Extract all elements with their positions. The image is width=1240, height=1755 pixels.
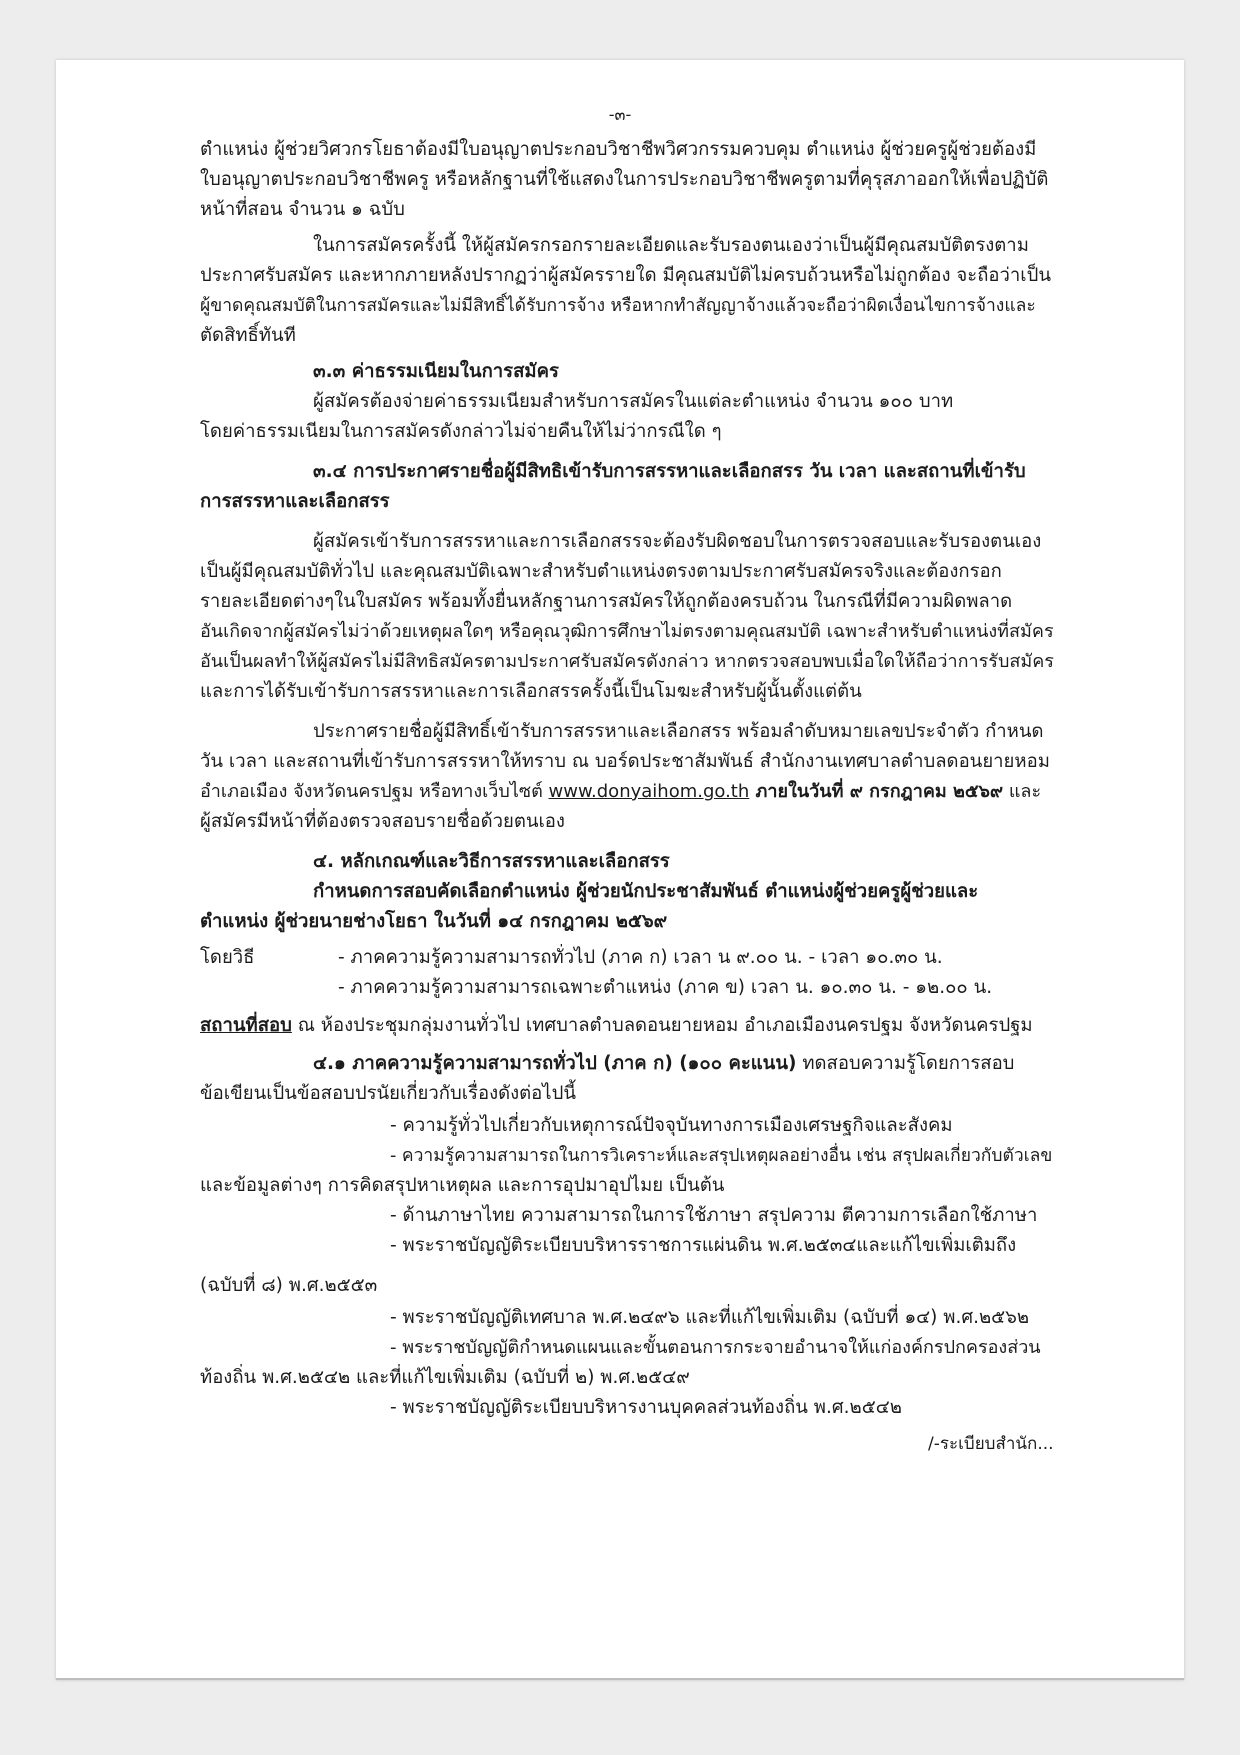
text-line: หน้าที่สอน จำนวน ๑ ฉบับ	[200, 199, 405, 220]
list-item-cont: ท้องถิ่น พ.ศ.๒๕๔๒ และที่แก้ไขเพิ่มเติม (ฉบับที่ ๒) พ.ศ.๒๕๔๙	[200, 1367, 690, 1388]
method-label: โดยวิธี	[200, 947, 255, 968]
website-link[interactable]: www.donyaihom.go.th	[548, 781, 750, 802]
page-number: -๓-	[608, 105, 632, 124]
list-item: - พระราชบัญญัติเทศบาล พ.ศ.๒๔๙๖ และที่แก้ไขเพิ่มเติม (ฉบับที่ ๑๔) พ.ศ.๒๕๖๒	[390, 1307, 1030, 1328]
document-body	[56, 60, 1184, 1680]
section-heading: ๓.๓ ค่าธรรมเนียมในการสมัคร	[313, 361, 559, 382]
section-heading: ๔. หลักเกณฑ์และวิธีการสรรหาและเลือกสรร	[313, 851, 670, 872]
text-line: ประกาศรายชื่อผู้มีสิทธิ์เข้ารับการสรรหาและเลือกสรร พร้อมลำดับหมายเลขประจำตัว กำหนด	[313, 721, 1044, 742]
text-line: กำหนดการสอบคัดเลือกตำแหน่ง ผู้ช่วยนักประชาสัมพันธ์ ตำแหน่งผู้ช่วยครูผู้ช่วยและ	[313, 881, 979, 902]
text-line: และการได้รับเข้ารับการสรรหาและการเลือกสรรครั้งนี้เป็นโมฆะสำหรับผู้นั้นตั้งแต่ต้น	[200, 681, 862, 702]
venue-text: ณ ห้องประชุมกลุ่มงานทั่วไป เทศบาลตำบลดอนยายหอม อำเภอเมืองนครปฐม จังหวัดนครปฐม	[291, 1015, 1033, 1036]
text-line: - ภาคความรู้ความสามารถเฉพาะตำแหน่ง (ภาค ข) เวลา น. ๑๐.๓๐ น. - ๑๒.๐๐ น.	[338, 977, 993, 998]
text-line: ตำแหน่ง ผู้ช่วยนายช่างโยธา ในวันที่ ๑๔ กรกฎาคม ๒๕๖๙	[200, 911, 668, 932]
list-item-cont: (ฉบับที่ ๘) พ.ศ.๒๕๕๓	[200, 1275, 378, 1296]
text-line: โดยค่าธรรมเนียมในการสมัครดังกล่าวไม่จ่ายคืนให้ไม่ว่ากรณีใด ๆ	[200, 421, 722, 442]
text-line: ตำแหน่ง ผู้ช่วยวิศวกรโยธาต้องมีใบอนุญาตประกอบวิชาชีพวิศวกรรมควบคุม ตำแหน่ง ผู้ช่วยครูผู้ช่วยต้องมี	[200, 139, 1037, 160]
text-line: ตัดสิทธิ์ทันที	[200, 325, 296, 346]
list-item-cont: และข้อมูลต่างๆ การคิดสรุปหาเหตุผล และการอุปมาอุปไมย เป็นต้น	[200, 1175, 725, 1196]
text-line: ผู้สมัครมีหน้าที่ต้องตรวจสอบรายชื่อด้วยตนเอง	[200, 811, 565, 832]
announce-date: ภายในวันที่ ๙ กรกฎาคม ๒๕๖๙	[749, 781, 1004, 802]
text-line: - ภาคความรู้ความสามารถทั่วไป (ภาค ก) เวลา น ๙.๐๐ น. - เวลา ๑๐.๓๐ น.	[338, 947, 943, 968]
page-bottom-rule	[56, 1678, 1184, 1680]
document-page	[56, 60, 1184, 1680]
text-line: อันเกิดจากผู้สมัครไม่ว่าด้วยเหตุผลใดๆ หรือคุณวุฒิการศึกษาไม่ตรงตามคุณสมบัติ เฉพาะสำหรับตำแหน่งที่สมัคร	[200, 621, 1054, 642]
section-heading-cont: การสรรหาและเลือกสรร	[200, 491, 390, 512]
text-line: อันเป็นผลทำให้ผู้สมัครไม่มีสิทธิสมัครตามประกาศรับสมัครดังกล่าว หากตรวจสอบพบเมื่อใดให้ถือว่าการรับสมัคร	[200, 651, 1054, 672]
text-line: ในการสมัครครั้งนี้ ให้ผู้สมัครกรอกรายละเอียดและรับรองตนเองว่าเป็นผู้มีคุณสมบัติตรงตาม	[313, 235, 1029, 256]
continuation-note: /-ระเบียบสำนัก...	[928, 1434, 1054, 1454]
list-item: - ความรู้ความสามารถในการวิเคราะห์และสรุปเหตุผลอย่างอื่น เช่น สรุปผลเกี่ยวกับตัวเลข	[390, 1146, 1053, 1166]
text-segment: อำเภอเมือง จังหวัดนครปฐม หรือทางเว็บไซต์	[200, 781, 549, 802]
venue-label: สถานที่สอบ	[200, 1015, 292, 1036]
section-heading: ๔.๑ ภาคความรู้ความสามารถทั่วไป (ภาค ก) (๑๐๐ คะแนน)	[313, 1053, 797, 1074]
text-line: วัน เวลา และสถานที่เข้ารับการสรรหาให้ทราบ ณ บอร์ดประชาสัมพันธ์ สำนักงานเทศบาลตำบลดอนยายหอม	[200, 751, 1050, 772]
text-line: ผู้สมัครเข้ารับการสรรหาและการเลือกสรรจะต้องรับผิดชอบในการตรวจสอบและรับรองตนเอง	[313, 531, 1042, 552]
text-segment: และ	[1003, 781, 1042, 802]
list-item: - พระราชบัญญัติระเบียบบริหารงานบุคคลส่วนท้องถิ่น พ.ศ.๒๕๔๒	[390, 1397, 902, 1418]
text-line: รายละเอียดต่างๆในใบสมัคร พร้อมทั้งยื่นหลักฐานการสมัครให้ถูกต้องครบถ้วน ในกรณีที่มีความผิดพลาด	[200, 591, 1013, 612]
text-line	[313, 1050, 1014, 1078]
list-item: - พระราชบัญญัติระเบียบบริหารราชการแผ่นดิน พ.ศ.๒๕๓๔และแก้ไขเพิ่มเติมถึง	[390, 1235, 1017, 1256]
text-line: ข้อเขียนเป็นข้อสอบปรนัยเกี่ยวกับเรื่องดังต่อไปนี้	[200, 1083, 576, 1104]
text-line: ประกาศรับสมัคร และหากภายหลังปรากฏว่าผู้สมัครรายใด มีคุณสมบัติไม่ครบถ้วนหรือไม่ถูกต้อง จะถือว่าเป็น	[200, 265, 1051, 286]
list-item: - ด้านภาษาไทย ความสามารถในการใช้ภาษา สรุปความ ตีความการเลือกใช้ภาษา	[390, 1205, 1038, 1226]
text-line: ผู้ขาดคุณสมบัติในการสมัครและไม่มีสิทธิ์ได้รับการจ้าง หรือหากทำสัญญาจ้างแล้วจะถือว่าผิดเงื่อนไขการจ้างและ	[200, 296, 1036, 316]
text-segment: ทดสอบความรู้โดยการสอบ	[796, 1053, 1015, 1074]
list-item: - พระราชบัญญัติกำหนดแผนและขั้นตอนการกระจายอำนาจให้แก่องค์กรปกครองส่วน	[390, 1337, 1041, 1358]
text-line: เป็นผู้มีคุณสมบัติทั่วไป และคุณสมบัติเฉพาะสำหรับตำแหน่งตรงตามประกาศรับสมัครจริงและต้องกรอก	[200, 561, 1002, 582]
text-line: ใบอนุญาตประกอบวิชาชีพครู หรือหลักฐานที่ใช้แสดงในการประกอบวิชาชีพครูตามที่คุรุสภาออกให้เพื่อปฏิบัติ	[200, 169, 1049, 190]
list-item: - ความรู้ทั่วไปเกี่ยวกับเหตุการณ์ปัจจุบันทางการเมืองเศรษฐกิจและสังคม	[390, 1115, 953, 1136]
text-line	[200, 778, 1041, 806]
text-line	[200, 1012, 1033, 1040]
text-line: ผู้สมัครต้องจ่ายค่าธรรมเนียมสำหรับการสมัครในแต่ละตำแหน่ง จำนวน ๑๐๐ บาท	[313, 391, 954, 412]
section-heading: ๓.๔ การประกาศรายชื่อผู้มีสิทธิเข้ารับการสรรหาและเลือกสรร วัน เวลา และสถานที่เข้ารับ	[313, 461, 1026, 482]
